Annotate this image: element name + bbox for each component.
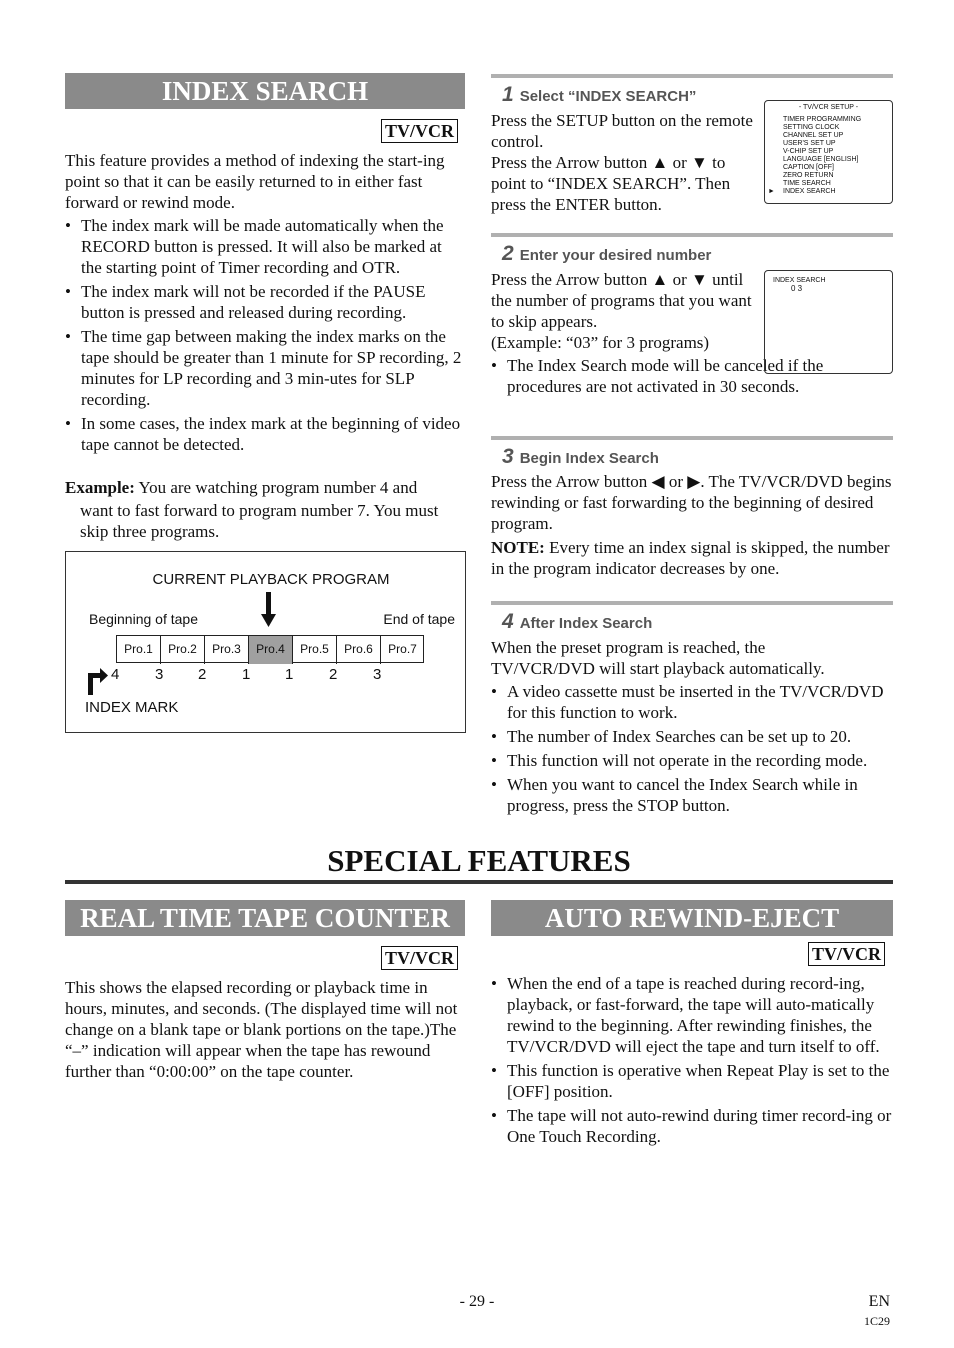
list-item: • The Index Search mode will be canceled if the procedures are not activated in 30 seconds. — [491, 355, 893, 397]
step-3-heading — [502, 445, 659, 469]
index-search-intro: This feature provides a method of indexing the start-ing point so that it can be easily returned to in either fast forward or rewind mode. — [65, 151, 445, 212]
tv-vcr-tag: TV/VCR — [381, 946, 458, 970]
osd-menu-item: SETTING CLOCK — [783, 124, 840, 131]
cursor-icon: ► — [768, 188, 775, 195]
osd-index-search — [764, 270, 893, 374]
diagram-title: CURRENT PLAYBACK PROGRAM — [152, 571, 390, 588]
program-cell-3: Pro.3 — [205, 636, 249, 664]
example-label: Example: — [65, 478, 135, 497]
program-cell-2: Pro.2 — [161, 636, 205, 664]
step-divider — [491, 74, 893, 78]
example-line — [65, 477, 465, 498]
count-label: 4 — [111, 666, 120, 683]
tape-counter-text: This shows the elapsed recording or playback time in hours, minutes, and seconds. (The displayed time will not change on a blank tape or blank portions on the tape.)The “–” indication will appear when the tape has rewound further than “0:00:00” on the tape counter. — [65, 978, 458, 1081]
osd-menu-item: LANGUAGE [ENGLISH] — [783, 156, 859, 163]
example-text: You are watching program number 4 and — [138, 478, 418, 497]
count-label: 1 — [242, 666, 251, 683]
count-label: 1 — [285, 666, 294, 683]
count-label: 3 — [373, 666, 382, 683]
osd-menu-title: - TV/VCR SETUP - — [798, 104, 859, 111]
tv-vcr-tag: TV/VCR — [808, 942, 885, 966]
osd-menu-item: V-CHIP SET UP — [783, 148, 834, 155]
step-title: After Index Search — [519, 615, 653, 632]
osd-menu-item: USER'S SET UP — [783, 140, 836, 147]
model-code: 1C29 — [863, 1314, 890, 1328]
list-item: • The index mark will be made automatically when the RECORD button is pressed. It will also be marked at the starting point of Timer recording and OTR. — [65, 215, 465, 278]
step-3-note — [491, 537, 893, 579]
step-3-text: Press the Arrow button ◀ or ▶. The TV/VCR/DVD begins rewinding or fast forwarding to the beginning of desired program. — [491, 472, 892, 533]
index-diagram — [65, 551, 466, 733]
note-text: Every time an index signal is skipped, the number in the program indicator decreases by one. — [491, 538, 890, 578]
step-title: Begin Index Search — [519, 450, 659, 467]
program-cell-5: Pro.5 — [293, 636, 337, 664]
osd-menu-item: ZERO RETURN — [783, 172, 834, 179]
step-4-bullets — [491, 681, 893, 819]
osd-index-title: INDEX SEARCH — [773, 277, 826, 284]
example-text-continued: want to fast forward to program number 7. You must skip three programs. — [80, 501, 439, 541]
step-1-text: Press the SETUP button on the remote control. — [491, 111, 753, 151]
count-label: 3 — [155, 666, 164, 683]
tape-counter-title: REAL TIME TAPE COUNTER — [65, 900, 465, 936]
down-arrow-icon — [261, 592, 277, 628]
auto-rewind-bullets — [491, 973, 893, 1150]
program-cell-7: Pro.7 — [388, 642, 417, 656]
osd-index-value: 0 3 — [791, 284, 803, 293]
step-number: 2 — [502, 242, 514, 265]
osd-setup-menu — [764, 100, 893, 204]
note-label: NOTE: — [491, 538, 545, 557]
osd-menu-item: TIMER PROGRAMMING — [783, 116, 862, 123]
step-4-heading — [502, 610, 652, 634]
tv-vcr-tag: TV/VCR — [381, 119, 458, 143]
index-mark-label: INDEX MARK — [85, 699, 179, 716]
end-label: End of tape — [383, 611, 455, 627]
step-number: 1 — [502, 83, 514, 106]
program-cell-4-current: Pro.4 — [249, 636, 293, 664]
list-item: • A video cassette must be inserted in the TV/VCR/DVD for this function to work. — [491, 681, 893, 723]
auto-rewind-title: AUTO REWIND-EJECT — [491, 900, 893, 936]
step-number: 4 — [502, 610, 514, 633]
step-1-heading — [502, 83, 696, 107]
special-features-rule — [65, 880, 893, 884]
step-number: 3 — [502, 445, 514, 468]
count-label: 2 — [198, 666, 207, 683]
program-cell-6: Pro.6 — [337, 636, 381, 664]
osd-menu-item: CAPTION [OFF] — [783, 164, 834, 171]
list-item: • The time gap between making the index marks on the tape should be greater than 1 minute for SP recording, 2 minutes for LP recording and 3 min-utes for SLP recording. — [65, 326, 465, 410]
step-title: Enter your desired number — [519, 247, 712, 264]
list-item: • The index mark will not be recorded if the PAUSE button is pressed and released during recording. — [65, 281, 465, 323]
osd-menu-item: CHANNEL SET UP — [783, 132, 844, 139]
step-1-text-2: Press the Arrow button ▲ or ▼ to point to “INDEX SEARCH”. Then press the ENTER button. — [491, 153, 731, 214]
osd-menu-item-label: INDEX SEARCH — [783, 188, 836, 195]
osd-menu-item: TIME SEARCH — [783, 180, 831, 187]
step-divider — [491, 436, 893, 440]
step-2-example: (Example: “03” for 3 programs) — [491, 333, 710, 352]
program-strip — [116, 635, 424, 663]
list-item: • When the end of a tape is reached during record-ing, playback, or fast-forward, the tape will auto-matically rewind to the beginning. After rewinding finishes, the TV/VCR/DVD will eject the tape and turn itself to off. — [491, 973, 893, 1057]
count-label: 2 — [329, 666, 338, 683]
step-2-text: Press the Arrow button ▲ or ▼ until the number of programs that you want to skip appears. — [491, 270, 752, 331]
step-title: Select “INDEX SEARCH” — [519, 88, 697, 105]
index-search-bullets — [65, 215, 465, 458]
list-item: • When you want to cancel the Index Search while in progress, press the STOP button. — [491, 774, 893, 816]
page-number: - 29 - — [459, 1293, 495, 1310]
program-cell-1: Pro.1 — [117, 636, 161, 664]
step-2-heading — [502, 242, 711, 266]
special-features-title: SPECIAL FEATURES — [327, 843, 631, 878]
step-divider — [491, 601, 893, 605]
beginning-label: Beginning of tape — [89, 611, 198, 627]
index-search-title: INDEX SEARCH — [65, 73, 465, 109]
language-code: EN — [868, 1293, 890, 1310]
list-item: • In some cases, the index mark at the beginning of video tape cannot be detected. — [65, 413, 465, 455]
osd-menu-item-selected — [768, 188, 888, 196]
step-4-text: When the preset program is reached, the TV/VCR/DVD will start playback automatically. — [491, 638, 825, 678]
list-item: • The tape will not auto-rewind during timer record-ing or One Touch Recording. — [491, 1105, 893, 1147]
list-item: • The number of Index Searches can be set up to 20. — [491, 726, 893, 747]
step-divider — [491, 233, 893, 237]
list-item: • This function will not operate in the recording mode. — [491, 750, 893, 771]
list-item: • This function is operative when Repeat Play is set to the [OFF] position. — [491, 1060, 893, 1102]
